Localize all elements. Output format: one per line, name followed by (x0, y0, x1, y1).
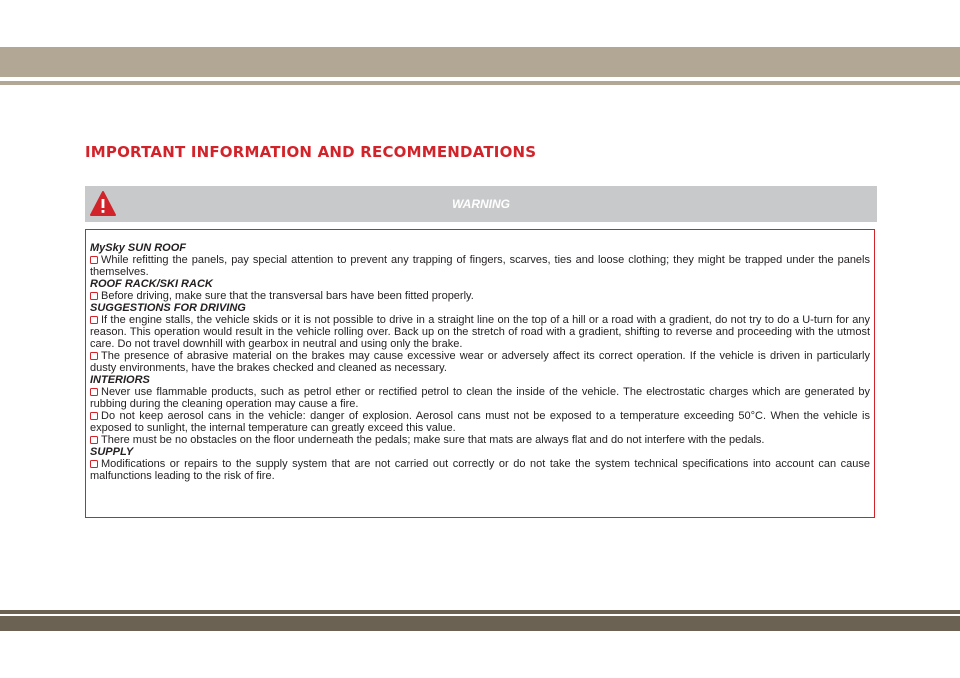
square-bullet-icon (90, 388, 98, 396)
warning-item (90, 290, 870, 302)
square-bullet-icon (90, 352, 98, 360)
page-title: IMPORTANT INFORMATION AND RECOMMENDATIONS (85, 143, 537, 161)
section-heading: INTERIORS (90, 374, 150, 386)
warning-item-text: The presence of abrasive material on the brakes may cause excessive wear or adversely affect its correct operation. If the vehicle is driven in particularly dusty environments, have the brakes checked and cleaned as necessary. (90, 350, 870, 374)
top-decorative-band (0, 47, 960, 77)
square-bullet-icon (90, 436, 98, 444)
warning-item (90, 314, 870, 350)
section-heading: SUGGESTIONS FOR DRIVING (90, 302, 246, 314)
section-heading: SUPPLY (90, 446, 134, 458)
square-bullet-icon (90, 316, 98, 324)
warning-item-text: Do not keep aerosol cans in the vehicle: danger of explosion. Aerosol cans must not be exposed to a temperature exceeding 50°C. When the vehicle is exposed to sunlight, the internal temperature can greatly exceed this value. (90, 410, 870, 434)
square-bullet-icon (90, 292, 98, 300)
warning-item (90, 254, 870, 278)
warning-item (90, 458, 870, 482)
warning-label: WARNING (452, 197, 510, 211)
square-bullet-icon (90, 460, 98, 468)
top-decorative-line (0, 81, 960, 85)
bottom-decorative-band (0, 616, 960, 631)
warning-header (85, 186, 877, 222)
warning-item-text: Before driving, make sure that the transversal bars have been fitted properly. (101, 290, 474, 302)
bottom-decorative-line (0, 610, 960, 614)
warning-item-text: If the engine stalls, the vehicle skids or it is not possible to drive in a straight line on the top of a hill or a road with a gradient, do not try to do a U-turn for any reason. This operation would result in the vehicle rolling over. Back up on the stretch of road with a gradient, shifting to reverse and proceeding with the utmost care. Do not travel downhill with gearbox in neutral and using only the brake. (90, 314, 870, 350)
square-bullet-icon (90, 412, 98, 420)
square-bullet-icon (90, 256, 98, 264)
warning-item-text: There must be no obstacles on the floor underneath the pedals; make sure that mats are always flat and do not interfere with the pedals. (101, 434, 765, 446)
warning-item (90, 410, 870, 434)
warning-item-text: Never use flammable products, such as petrol ether or rectified petrol to clean the inside of the vehicle. The electrostatic charges which are generated by rubbing during the cleaning operation may cause a fire. (90, 386, 870, 410)
warning-item-text: Modifications or repairs to the supply system that are not carried out correctly or do not take the system technical specifications into account can cause malfunctions leading to the risk of fire. (90, 458, 870, 482)
section-heading: MySky SUN ROOF (90, 242, 186, 254)
warning-item (90, 350, 870, 374)
section-heading: ROOF RACK/SKI RACK (90, 278, 213, 290)
warning-content-box (85, 229, 875, 518)
warning-item (90, 386, 870, 410)
warning-item (90, 434, 870, 446)
warning-item-text: While refitting the panels, pay special attention to prevent any trapping of fingers, scarves, ties and loose clothing; they might be trapped under the panels themselves. (90, 254, 870, 278)
